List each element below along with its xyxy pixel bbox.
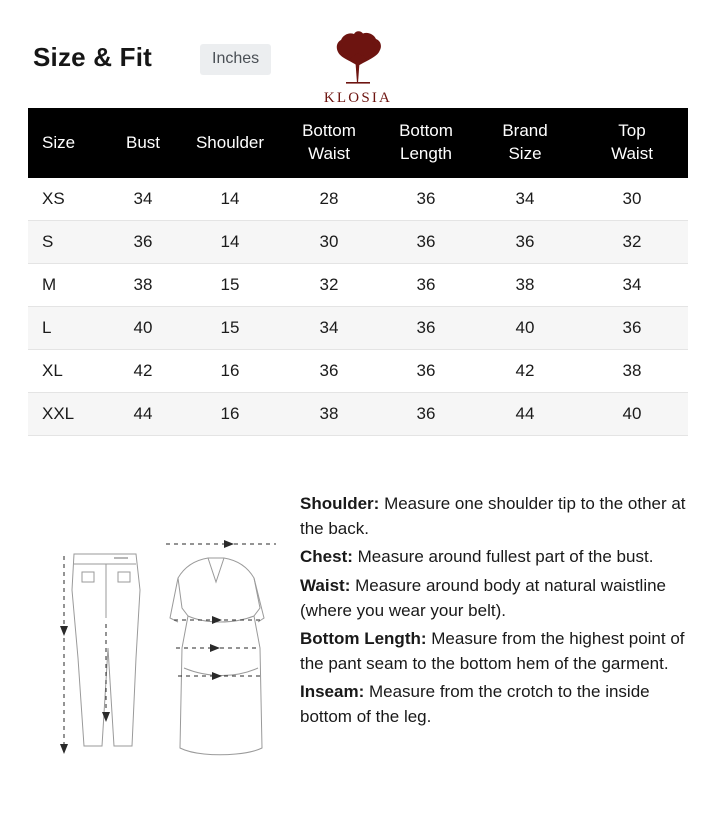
instruction-shoulder xyxy=(300,492,692,541)
cell-bust: 42 xyxy=(106,350,180,393)
cell-bottom-length: 36 xyxy=(378,221,474,264)
column-header-line2: Waist xyxy=(611,144,653,163)
column-header-brand-size xyxy=(474,108,576,178)
cell-brand-size: 36 xyxy=(474,221,576,264)
unit-badge: Inches xyxy=(200,44,271,75)
cell-bust: 40 xyxy=(106,307,180,350)
cell-top-waist: 30 xyxy=(576,178,688,221)
cell-bottom-length: 36 xyxy=(378,307,474,350)
instruction-term: Inseam: xyxy=(300,682,365,702)
instruction-chest xyxy=(300,545,692,570)
cell-bust: 36 xyxy=(106,221,180,264)
cell-shoulder: 16 xyxy=(180,393,280,436)
page-header xyxy=(28,26,688,104)
cell-size: L xyxy=(28,307,106,350)
table-row xyxy=(28,178,688,221)
cell-shoulder: 15 xyxy=(180,264,280,307)
column-header-line1: Top xyxy=(618,121,646,141)
measurement-instructions xyxy=(300,492,692,734)
cell-bottom-length: 36 xyxy=(378,264,474,307)
cell-brand-size: 38 xyxy=(474,264,576,307)
cell-top-waist: 36 xyxy=(576,307,688,350)
table-row xyxy=(28,264,688,307)
column-header-line2: Size xyxy=(508,144,542,163)
cell-top-waist: 32 xyxy=(576,221,688,264)
cell-bottom-waist: 32 xyxy=(280,264,378,307)
column-header-line1: Bust xyxy=(125,132,161,152)
instruction-term: Bottom Length: xyxy=(300,629,427,649)
column-header-line2: Length xyxy=(400,144,452,163)
cell-size: M xyxy=(28,264,106,307)
cell-shoulder: 14 xyxy=(180,221,280,264)
column-header-line2: Waist xyxy=(308,144,350,163)
cell-bust: 34 xyxy=(106,178,180,221)
table-header-row xyxy=(28,108,688,178)
cell-top-waist: 40 xyxy=(576,393,688,436)
cell-size: XS xyxy=(28,178,106,221)
cell-brand-size: 40 xyxy=(474,307,576,350)
size-chart-table xyxy=(28,108,688,436)
instruction-text: Measure from the crotch to the inside bottom of the leg. xyxy=(300,682,650,727)
column-header-bust xyxy=(106,108,180,178)
instruction-term: Shoulder: xyxy=(300,494,380,513)
column-header-size xyxy=(28,108,106,178)
cell-shoulder: 14 xyxy=(180,178,280,221)
tree-logo-icon xyxy=(298,26,418,88)
instruction-term: Chest: xyxy=(300,547,353,567)
column-header-line1: Shoulder xyxy=(195,132,265,152)
instruction-inseam xyxy=(300,680,692,729)
cell-brand-size: 34 xyxy=(474,178,576,221)
instruction-term: Waist: xyxy=(300,575,351,595)
instruction-waist xyxy=(300,574,692,623)
measurement-illustrations xyxy=(28,498,276,798)
cell-bust: 44 xyxy=(106,393,180,436)
cell-shoulder: 16 xyxy=(180,350,280,393)
cell-size: XL xyxy=(28,350,106,393)
dress-measurement-diagram xyxy=(170,558,264,755)
column-header-line1: Bottom xyxy=(302,121,356,141)
column-header-line1: Size xyxy=(42,132,76,152)
cell-bottom-length: 36 xyxy=(378,350,474,393)
cell-shoulder: 15 xyxy=(180,307,280,350)
cell-bottom-waist: 28 xyxy=(280,178,378,221)
instruction-text: Measure around body at natural waistline (where you wear your belt). xyxy=(300,575,667,620)
instruction-text: Measure one shoulder tip to the other at the back. xyxy=(300,494,686,538)
column-header-shoulder xyxy=(180,108,280,178)
table-row xyxy=(28,221,688,264)
cell-bust: 38 xyxy=(106,264,180,307)
cell-size: S xyxy=(28,221,106,264)
cell-bottom-waist: 38 xyxy=(280,393,378,436)
measurement-guide xyxy=(28,492,688,812)
column-header-line1: Bottom xyxy=(399,121,453,141)
instruction-bottom-length xyxy=(300,627,692,676)
column-header-top-waist xyxy=(576,108,688,178)
cell-bottom-waist: 30 xyxy=(280,221,378,264)
cell-bottom-waist: 36 xyxy=(280,350,378,393)
instruction-text: Measure around fullest part of the bust. xyxy=(352,547,654,567)
cell-brand-size: 44 xyxy=(474,393,576,436)
cell-top-waist: 38 xyxy=(576,350,688,393)
table-row xyxy=(28,350,688,393)
cell-bottom-length: 36 xyxy=(378,393,474,436)
cell-brand-size: 42 xyxy=(474,350,576,393)
table-row xyxy=(28,307,688,350)
column-header-line1: Brand xyxy=(502,121,548,141)
cell-size: XXL xyxy=(28,393,106,436)
brand-name: KLOSIA xyxy=(323,90,393,106)
column-header-bottom-waist xyxy=(280,108,378,178)
page-title: Size & Fit xyxy=(33,42,153,72)
cell-bottom-length: 36 xyxy=(378,178,474,221)
table-row xyxy=(28,393,688,436)
brand-logo xyxy=(298,26,418,107)
cell-bottom-waist: 34 xyxy=(280,307,378,350)
column-header-bottom-length xyxy=(378,108,474,178)
cell-top-waist: 34 xyxy=(576,264,688,307)
instruction-text: Measure from the highest point of the pant seam to the bottom hem of the garment. xyxy=(300,629,685,673)
